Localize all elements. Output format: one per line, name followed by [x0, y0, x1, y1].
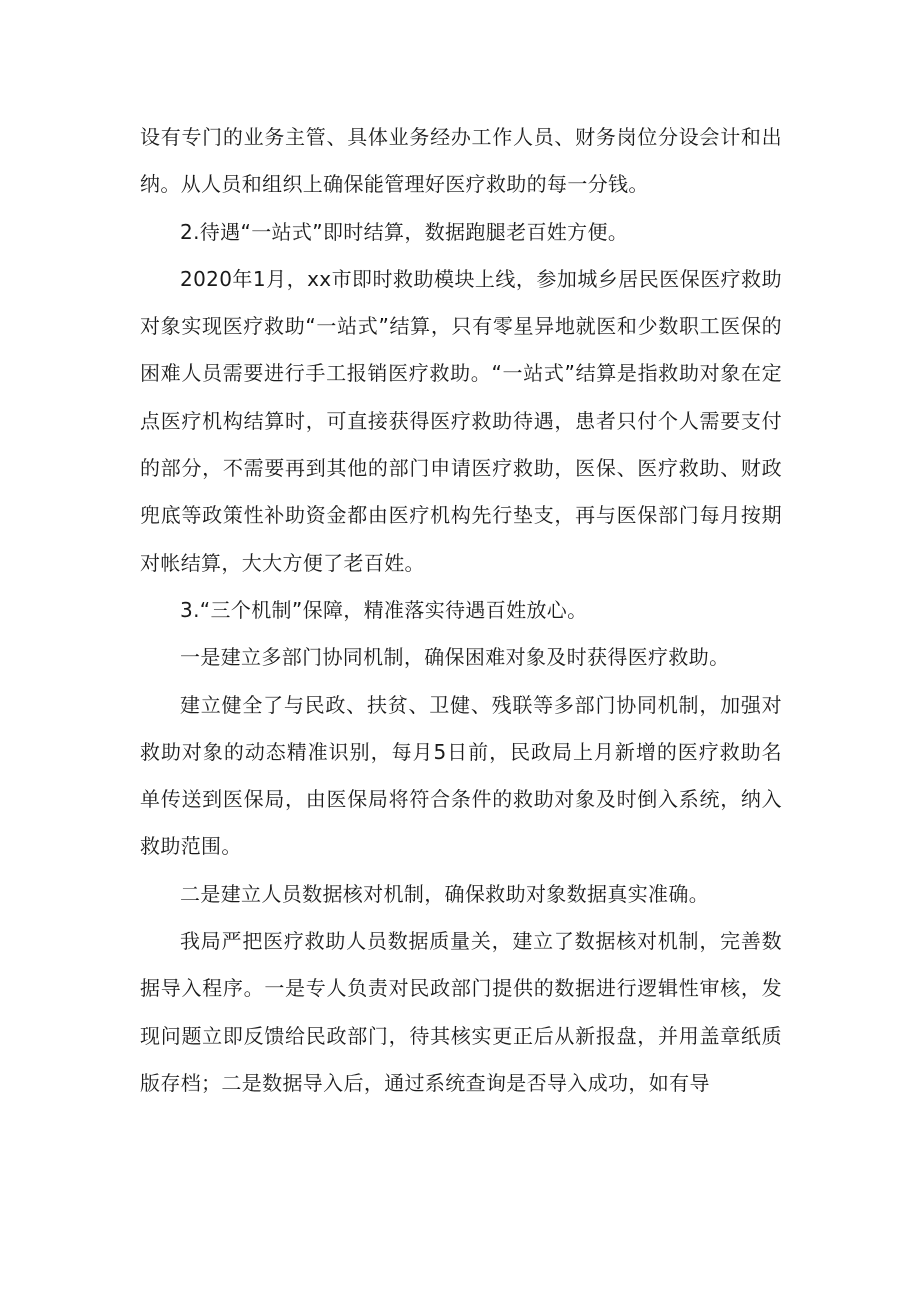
paragraph-6: 建立健全了与民政、扶贫、卫健、残联等多部门协同机制，加强对救助对象的动态精准识别，每月5日前，民政局上月新增的医疗救助名单传送到医保局，由医保局将符合条件的救助对象及时倒入系统，纳入救助范围。	[140, 692, 782, 859]
paragraph-4: 3.“三个机制”保障，精准落实待遇百姓放心。	[180, 597, 588, 622]
paragraph-3: 2020年1月，xx市即时救助模块上线，参加城乡居民医保医疗救助对象实现医疗救助“一站式”结算，只有零星异地就医和少数职工医保的困难人员需要进行手工报销医疗救助。“一站式”结算是指救助对象在定点医疗机构结算时，可直接获得医疗救助待遇，患者只付个人需要支付的部分，不需要再到其他的部门申请医疗救助，医保、医疗救助、财政兜底等政策性补助资金都由医疗机构先行垫支，再与医保部门每月按期对帐结算，大大方便了老百姓。	[140, 266, 782, 575]
paragraph-1: 设有专门的业务主管、具体业务经办工作人员、财务岗位分设会计和出纳。从人员和组织上确保能管理好医疗救助的每一分钱。	[140, 125, 782, 197]
document-page	[140, 114, 782, 1107]
paragraph-8: 我局严把医疗救助人员数据质量关，建立了数据核对机制，完善数据导入程序。一是专人负责对民政部门提供的数据进行逻辑性审核，发现问题立即反馈给民政部门，待其核实更正后从新报盘，并用盖章纸质版存档；二是数据导入后，通过系统查询是否导入成功，如有导	[140, 929, 782, 1095]
paragraph-7: 二是建立人员数据核对机制，确保救助对象数据真实准确。	[180, 881, 710, 906]
paragraph-2: 2.待遇“一站式”即时结算，数据跑腿老百姓方便。	[180, 219, 629, 244]
paragraph-5: 一是建立多部门协同机制，确保困难对象及时获得医疗救助。	[180, 645, 730, 670]
